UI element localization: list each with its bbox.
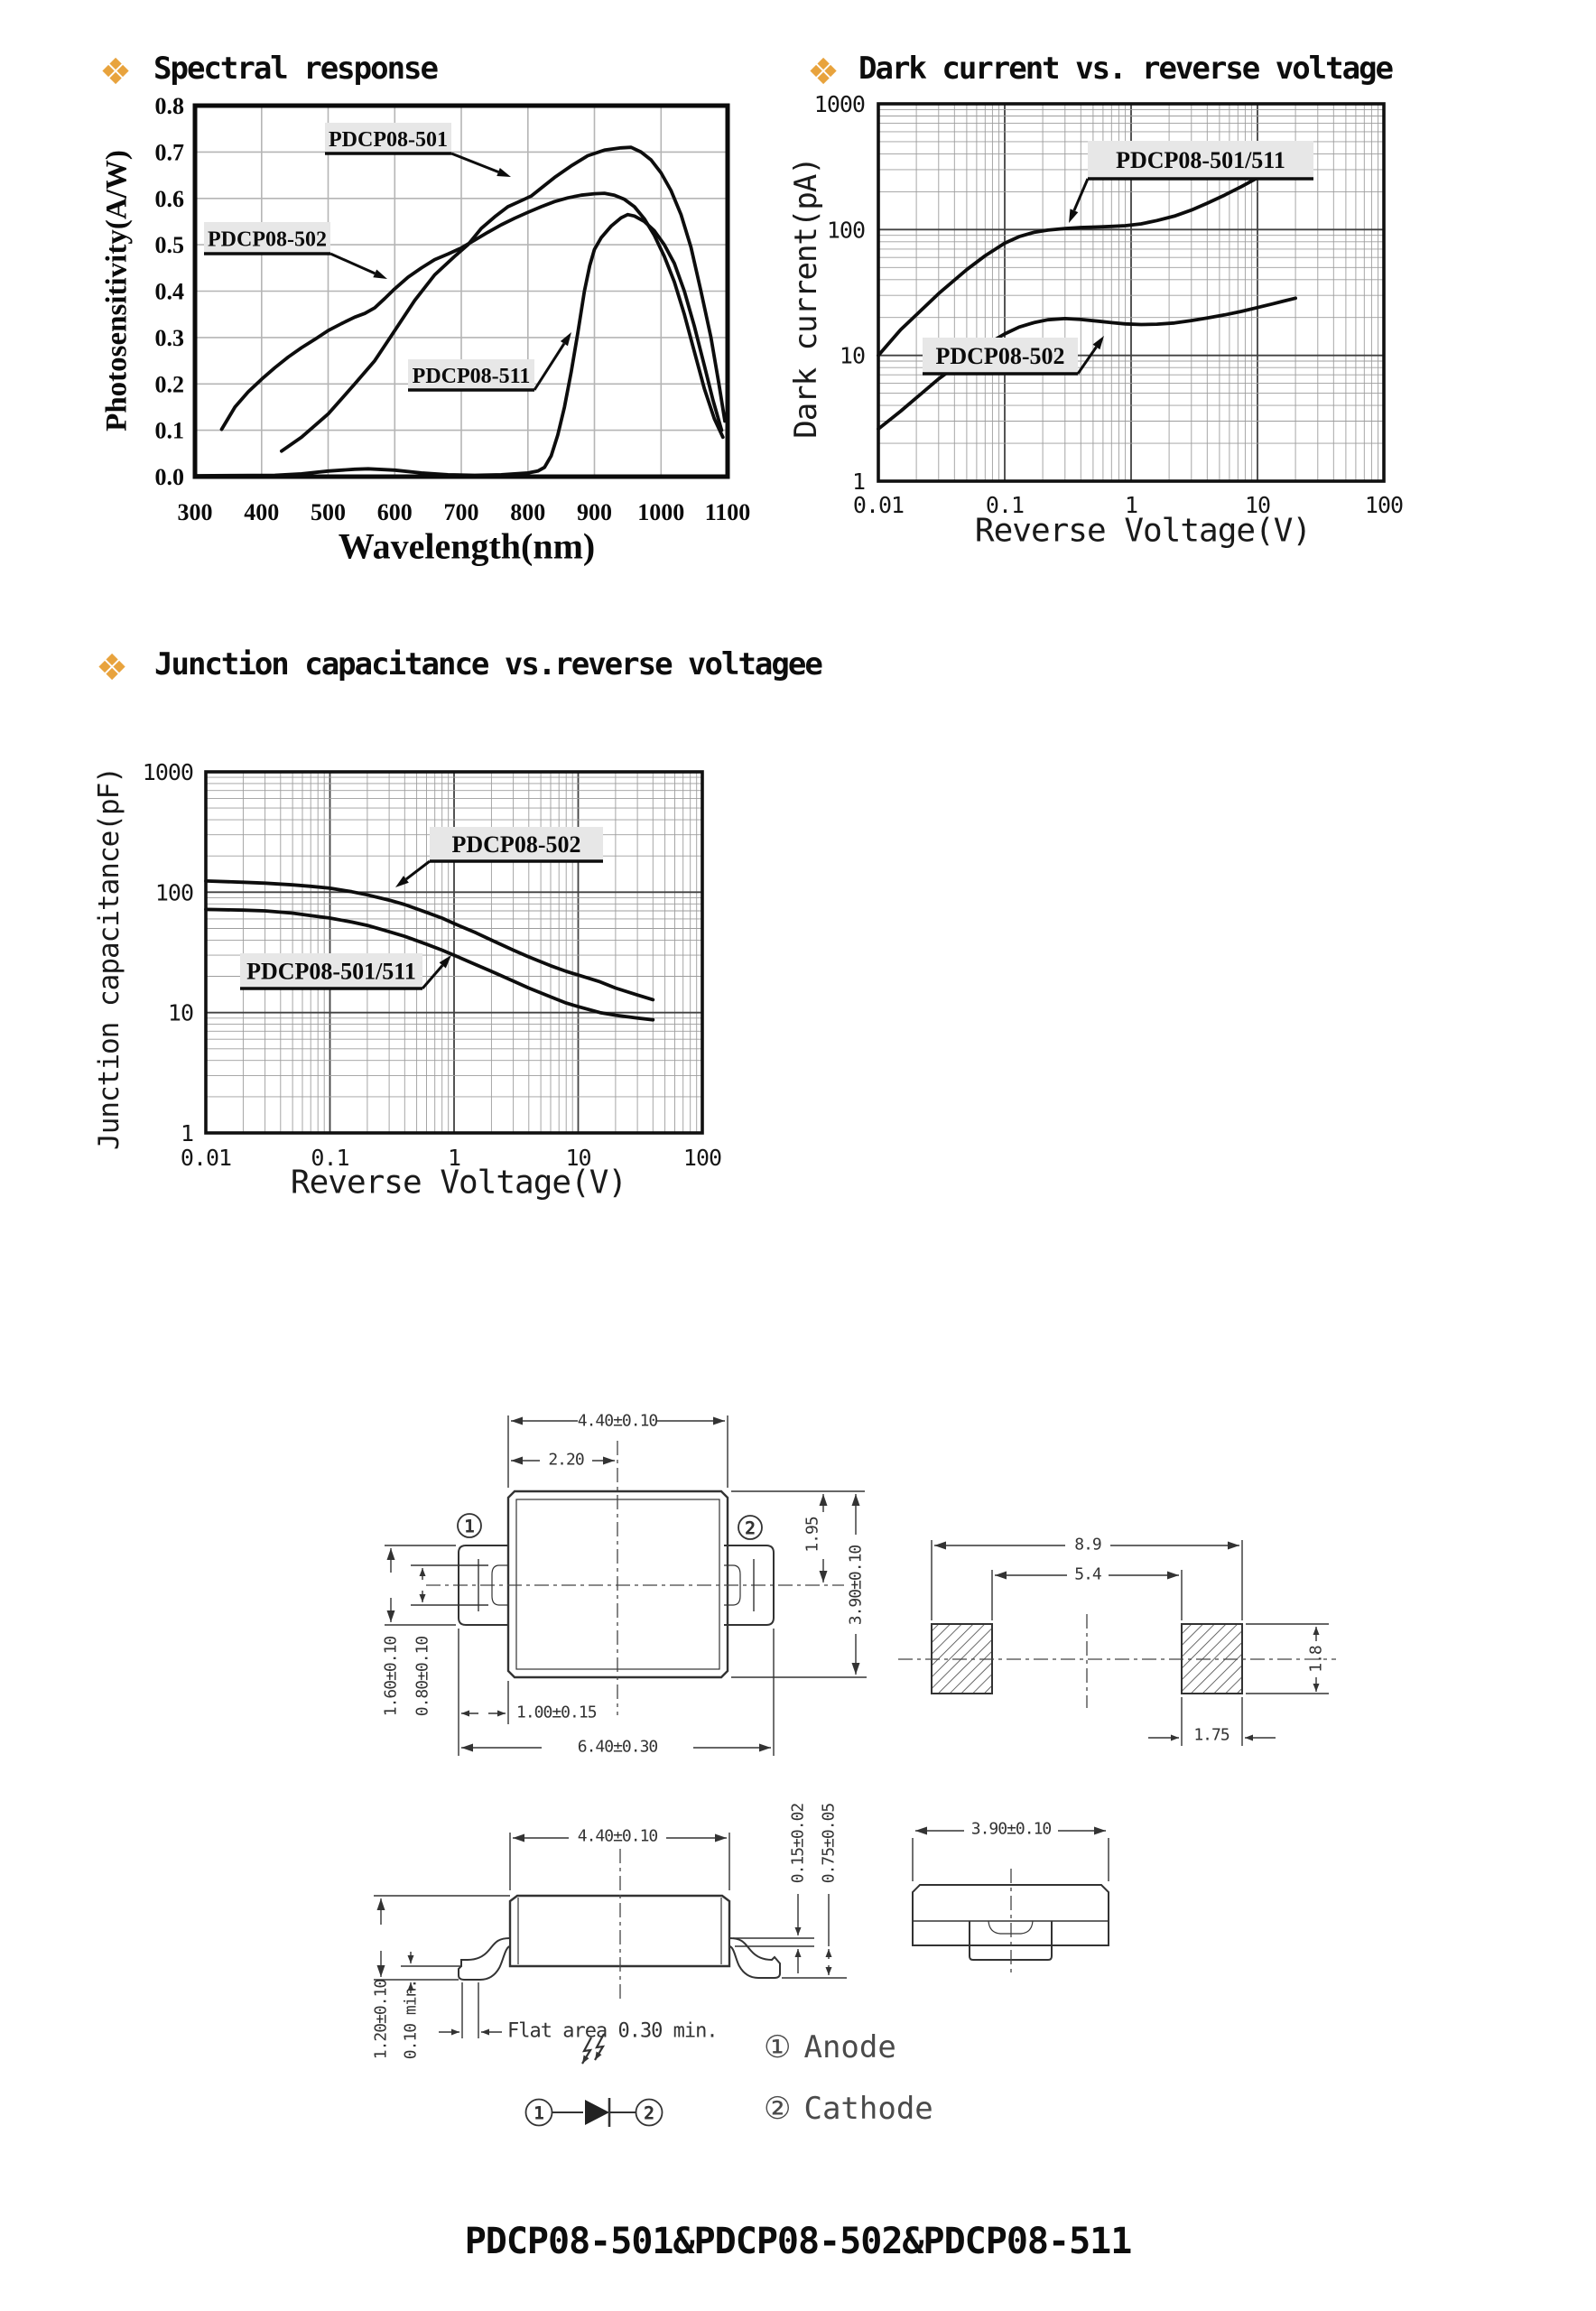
- series-label: PDCP08-502: [935, 343, 1065, 369]
- y-tick-label: 1: [851, 469, 865, 495]
- dark-x-axis-title: Reverse Voltage(V): [974, 512, 1312, 550]
- x-tick-label: 700: [443, 499, 479, 525]
- label-arrow: [330, 254, 375, 274]
- y-tick-label: 0.5: [154, 232, 184, 259]
- x-tick-label: 900: [577, 499, 612, 525]
- y-tick-label: 0.0: [154, 464, 184, 490]
- dim-lead-length: 1.00±0.15: [516, 1703, 597, 1722]
- y-tick-label: 0.3: [154, 324, 184, 351]
- x-tick-label: 300: [177, 499, 213, 525]
- y-tick-label: 10: [839, 342, 865, 369]
- x-tick-label: 1: [1124, 492, 1138, 518]
- legend-cathode: [764, 2091, 933, 2127]
- spectral-y-axis-title: Photosensitivity(A/W): [100, 150, 134, 432]
- series-label: PDCP08-501: [329, 128, 448, 152]
- dim-top-195: 1.95: [803, 1517, 822, 1553]
- grid: [195, 106, 728, 477]
- series-PDCP08-501: [282, 147, 725, 451]
- land-pattern-drawing: [898, 1540, 1336, 1746]
- dark-current-chart: [814, 91, 1403, 518]
- dark-y-axis-title: Dark current(pA): [788, 157, 824, 439]
- y-tick-label: 100: [826, 217, 865, 244]
- x-tick-label: 0.1: [311, 1145, 349, 1171]
- bullet-icon: ❖: [96, 647, 128, 689]
- series-label: PDCP08-511: [412, 365, 531, 388]
- x-tick-label: 800: [510, 499, 546, 525]
- y-tick-label: 100: [154, 879, 193, 906]
- x-tick-label: 600: [376, 499, 413, 525]
- x-tick-label: 400: [244, 499, 280, 525]
- x-tick-label: 10: [1244, 492, 1271, 518]
- series-label: PDCP08-501/511: [246, 958, 416, 985]
- dim-lead-width: 1.60±0.10: [381, 1636, 401, 1717]
- dim-top-half-width: 2.20: [548, 1450, 584, 1470]
- bullet-icon: ❖: [807, 51, 840, 93]
- junction-x-axis-title: Reverse Voltage(V): [290, 1164, 627, 1202]
- pin2-number: 2: [745, 1518, 756, 1538]
- series-label: PDCP08-502: [208, 227, 327, 252]
- flat-area-note: Flat area 0.30 min.: [507, 2019, 718, 2043]
- dim-land-outer: 8.9: [1074, 1535, 1101, 1555]
- pin1-number: 1: [464, 1517, 475, 1536]
- y-tick-label: 0.6: [154, 185, 184, 212]
- y-tick-label: 0.1: [154, 417, 184, 444]
- bullet-icon: ❖: [99, 51, 132, 93]
- anode-label: Anode: [803, 2029, 896, 2065]
- diode-pin2: 2: [644, 2103, 654, 2123]
- cathode-label: Cathode: [803, 2091, 933, 2127]
- series-label: PDCP08-501/511: [1116, 147, 1285, 173]
- x-tick-label: 1: [447, 1145, 461, 1171]
- dim-lead-thickness: 0.15±0.02: [788, 1803, 808, 1884]
- y-tick-label: 1000: [142, 759, 193, 785]
- dim-land-height: 1.8: [1306, 1646, 1326, 1673]
- dim-lead-height: 0.75±0.05: [819, 1803, 839, 1884]
- photodiode-symbol: [526, 2034, 663, 2127]
- dim-end-width: 3.90±0.10: [970, 1819, 1052, 1839]
- spectral-response-chart: [155, 93, 751, 525]
- label-arrow: [451, 153, 498, 172]
- dim-land-inner: 5.4: [1074, 1564, 1101, 1584]
- x-tick-label: 500: [311, 499, 346, 525]
- dim-side-width: 4.40±0.10: [577, 1826, 658, 1846]
- x-tick-label: 10: [565, 1145, 591, 1171]
- series-label: PDCP08-502: [451, 831, 581, 858]
- y-tick-label: 0.8: [154, 93, 184, 119]
- package-top-view-drawing: [385, 1415, 867, 1756]
- dim-standoff: 0.10 min.: [401, 1979, 421, 2060]
- dark-current-heading: Dark current vs. reverse voltage: [858, 51, 1393, 87]
- x-tick-label: 100: [682, 1145, 722, 1171]
- y-tick-label: 10: [167, 999, 193, 1026]
- x-tick-label: 0.01: [180, 1145, 232, 1171]
- label-arrow: [534, 344, 564, 390]
- dim-top-width: 4.40±0.10: [577, 1411, 658, 1431]
- pin1-circled-icon: ①: [764, 2029, 792, 2065]
- x-tick-label: 0.01: [852, 492, 905, 518]
- y-tick-label: 0.7: [154, 139, 184, 166]
- part-numbers-title: PDCP08-501&PDCP08-502&PDCP08-511: [464, 2221, 1132, 2262]
- x-tick-label: 1100: [704, 499, 751, 525]
- package-side-view-drawing: [371, 1833, 847, 2127]
- label-arrow: [422, 965, 442, 988]
- y-tick-label: 1000: [813, 91, 865, 117]
- dim-top-height: 3.90±0.10: [846, 1545, 866, 1626]
- dim-package-height: 1.20±0.10: [371, 1979, 391, 2060]
- y-tick-label: 0.4: [154, 278, 184, 305]
- x-tick-label: 100: [1364, 492, 1404, 518]
- diode-pin1: 1: [534, 2103, 544, 2123]
- x-tick-label: 1000: [637, 499, 685, 525]
- spectral-x-axis-title: Wavelength(nm): [338, 525, 596, 567]
- y-tick-label: 0.2: [154, 371, 184, 398]
- junction-capacitance-chart: [143, 759, 721, 1171]
- grid: [206, 772, 702, 1133]
- package-end-view-drawing: [913, 1831, 1109, 1973]
- dim-land-pad-width: 1.75: [1193, 1725, 1229, 1745]
- spectral-heading: Spectral response: [153, 51, 437, 87]
- pin2-circled-icon: ②: [764, 2091, 792, 2127]
- legend-anode: [764, 2029, 896, 2065]
- series-PDCP08-501/511: [878, 156, 1295, 356]
- dim-lead-narrow-width: 0.80±0.10: [413, 1636, 432, 1717]
- dim-overall-width: 6.40±0.30: [577, 1737, 658, 1757]
- junction-y-axis-title: Junction capacitance(pF): [93, 767, 125, 1150]
- x-tick-label: 0.1: [985, 492, 1025, 518]
- junction-heading: Junction capacitance vs.reverse voltagee: [154, 646, 821, 682]
- y-tick-label: 1: [180, 1120, 193, 1146]
